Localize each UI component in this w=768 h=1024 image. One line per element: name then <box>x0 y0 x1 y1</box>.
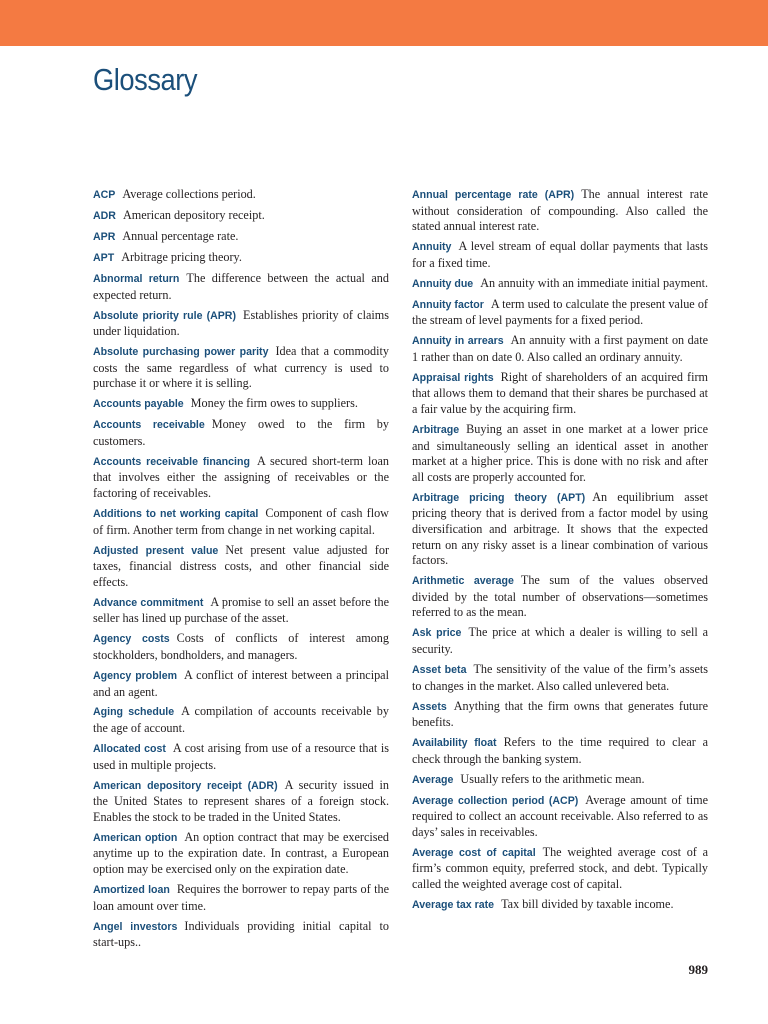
glossary-entry <box>412 573 708 621</box>
glossary-entry <box>412 187 708 235</box>
glossary-entry <box>93 454 389 502</box>
glossary-term: Accounts payable <box>93 398 184 411</box>
glossary-definition: Refers to the time required to clear a check through the banking system. <box>412 735 708 766</box>
glossary-definition: Money owed to the firm by customers. <box>93 417 389 448</box>
glossary-definition: Anything that the firm owns that generates future benefits. <box>412 698 708 730</box>
glossary-term: APR <box>93 230 116 243</box>
glossary-term: Angel investors <box>93 920 178 933</box>
glossary-entry <box>412 772 708 789</box>
glossary-definition: Tax bill divided by taxable income. <box>501 897 674 911</box>
glossary-term: Additions to net working capital <box>93 508 259 520</box>
glossary-definition: Average amount of time required to collect an account receivable. Also referred to as days’ sales in receivables. <box>412 792 708 839</box>
glossary-definition: A cost arising from use of a resource that is used in multiple projects. <box>93 741 389 772</box>
glossary-entry <box>412 297 708 329</box>
glossary-entry <box>93 417 389 449</box>
glossary-definition: The annual interest rate without consideration of compounding. Also called the stated annual interest rate. <box>412 187 708 234</box>
glossary-entry <box>93 271 389 303</box>
glossary-entry <box>93 882 389 914</box>
glossary-term: Average <box>412 773 454 786</box>
glossary-term: Accounts receivable <box>93 419 205 432</box>
glossary-entry <box>93 830 389 878</box>
glossary-definition: A term used to calculate the present value of the stream of level payments for a fixed period. <box>412 296 708 328</box>
glossary-entry <box>93 208 389 225</box>
glossary-term: Appraisal rights <box>412 371 494 384</box>
glossary-definition: A promise to sell an asset before the seller has lined up purchase of the asset. <box>93 594 389 626</box>
glossary-definition: An annuity with an immediate initial payment. <box>480 275 709 290</box>
glossary-entry <box>93 396 389 413</box>
glossary-term: Agency costs <box>93 633 170 646</box>
glossary-term: Arithmetic average <box>412 575 514 588</box>
glossary-definition: Individuals providing initial capital to start-ups.. <box>93 918 389 950</box>
glossary-term: Average cost of capital <box>412 846 536 859</box>
glossary-definition: A compilation of accounts receivable by the age of account. <box>93 704 389 736</box>
glossary-term: Agency problem <box>93 669 177 682</box>
glossary-entry <box>412 333 708 365</box>
glossary-definition: Right of shareholders of an acquired firm that allows them to demand that their shares be purchased at a fair value by the acquiring firm. <box>412 369 708 417</box>
glossary-entry <box>412 370 708 418</box>
glossary-term: APT <box>93 251 115 264</box>
glossary-definition: Average collections period. <box>122 187 256 201</box>
glossary-entry <box>93 919 389 951</box>
glossary-definition: Arbitrage pricing theory. <box>121 249 242 264</box>
glossary-term: Abnormal return <box>93 272 180 285</box>
glossary-entry <box>93 543 389 591</box>
glossary-term: Ask price <box>412 627 462 640</box>
glossary-column-left <box>93 187 389 955</box>
glossary-definition: The difference between the actual and expected return. <box>93 270 389 302</box>
glossary-definition: Component of cash flow of firm. Another term from change in net working capital. <box>93 506 389 537</box>
glossary-entry <box>93 778 389 826</box>
glossary-term: American option <box>93 831 178 844</box>
glossary-entry <box>93 631 389 663</box>
glossary-entry <box>412 793 708 841</box>
glossary-term: Allocated cost <box>93 743 166 756</box>
glossary-term: Absolute priority rule (APR) <box>93 309 236 322</box>
glossary-term: Average tax rate <box>412 899 495 911</box>
glossary-entry <box>412 276 708 293</box>
glossary-term: Annuity <box>412 241 452 254</box>
glossary-definition: Net present value adjusted for taxes, financial distress costs, and other financial side effects. <box>93 542 389 589</box>
glossary-term: Arbitrage pricing theory (APT) <box>412 491 586 504</box>
glossary-definition: A conflict of interest between a principal and an agent. <box>93 667 389 699</box>
glossary-entry <box>93 741 389 773</box>
glossary-term: Annuity factor <box>412 298 484 311</box>
glossary-definition: Usually refers to the arithmetic mean. <box>460 771 645 786</box>
glossary-term: Annuity due <box>412 277 474 290</box>
page-number: 989 <box>688 962 708 977</box>
glossary-entry <box>93 187 389 204</box>
glossary-entry <box>412 662 708 694</box>
glossary-term: Accounts receivable financing <box>93 455 250 468</box>
glossary-term: ACP <box>93 189 116 201</box>
glossary-entry <box>412 625 708 657</box>
glossary-entry <box>93 229 389 246</box>
glossary-definition: A secured short-term loan that involves either the assigning of receivables or the factoring of receivables. <box>93 453 389 501</box>
glossary-term: Aging schedule <box>93 706 175 719</box>
glossary-definition: An annuity with a first payment on date 1 rather than on date 0. Also called an ordinary annuity. <box>412 333 708 364</box>
glossary-definition: Annual percentage rate. <box>122 228 239 243</box>
glossary-term: Amortized loan <box>93 883 170 896</box>
glossary-term: Asset beta <box>412 663 467 676</box>
glossary-definition: A security issued in the United States to represent shares of a foreign stock. Enables the stock to be traded in the United States. <box>93 777 389 824</box>
glossary-column-right <box>412 187 708 918</box>
glossary-definition: Buying an asset in one market at a lower price and simultaneously selling an identical asset in another market at a higher price. This is done with no risk and after all costs are properly accounted for. <box>412 422 708 484</box>
glossary-entry <box>412 490 708 569</box>
glossary-entry <box>93 506 389 538</box>
glossary-term: Availability float <box>412 737 497 750</box>
glossary-definition: Money the firm owes to suppliers. <box>190 396 358 411</box>
glossary-definition: American depository receipt. <box>122 207 265 222</box>
glossary-definition: Requires the borrower to repay parts of the loan amount over time. <box>93 881 389 913</box>
glossary-term: Annual percentage rate (APR) <box>412 189 575 201</box>
glossary-term: Absolute purchasing power parity <box>93 346 269 359</box>
glossary-entry <box>412 897 708 914</box>
glossary-definition: Costs of conflicts of interest among stockholders, bondholders, and managers. <box>93 631 389 662</box>
glossary-entry <box>412 422 708 485</box>
glossary-entry <box>93 595 389 627</box>
glossary-definition: The sensitivity of the value of the firm’s assets to changes in the market. Also called unlevered beta. <box>412 661 708 693</box>
glossary-definition: Establishes priority of claims under liquidation. <box>93 307 389 339</box>
header-bar <box>0 0 768 46</box>
glossary-term: Adjusted present value <box>93 544 219 557</box>
glossary-entry <box>93 308 389 340</box>
glossary-entry <box>93 250 389 267</box>
glossary-entry <box>93 344 389 392</box>
glossary-definition: The weighted average cost of a firm’s common equity, preferred stock, and debt. Typically called the weighted average cost of capital. <box>412 844 708 892</box>
glossary-definition: A level stream of equal dollar payments that lasts for a fixed time. <box>412 239 708 270</box>
glossary-definition: The price at which a dealer is willing to sell a security. <box>412 625 708 656</box>
glossary-term: Assets <box>412 700 447 713</box>
glossary-definition: The sum of the values observed divided by the total number of observations—sometimes referred to as the mean. <box>412 573 708 620</box>
glossary-term: Arbitrage <box>412 424 460 437</box>
glossary-term: Advance commitment <box>93 596 204 609</box>
glossary-definition: Idea that a commodity costs the same regardless of what currency is used to purchase it or where it is selling. <box>93 344 389 391</box>
glossary-term: Annuity in arrears <box>412 335 504 348</box>
glossary-term: Average collection period (ACP) <box>412 794 579 807</box>
glossary-entry <box>412 845 708 893</box>
glossary-definition: An equilibrium asset pricing theory that is derived from a factor model by using diversification and arbitrage. It shows that the expected return on any risky asset is a linear combination of various factors. <box>412 489 709 568</box>
glossary-term: ADR <box>93 209 116 222</box>
glossary-definition: An option contract that may be exercised anytime up to the expiration date. In contrast, a European option may be exercised only on the expiration date. <box>93 829 389 876</box>
glossary-entry <box>93 704 389 736</box>
glossary-entry <box>412 735 708 767</box>
glossary-entry <box>412 239 708 271</box>
glossary-term: American depository receipt (ADR) <box>93 779 278 792</box>
glossary-entry <box>93 668 389 700</box>
page-title: Glossary <box>93 62 198 97</box>
glossary-entry <box>412 699 708 731</box>
